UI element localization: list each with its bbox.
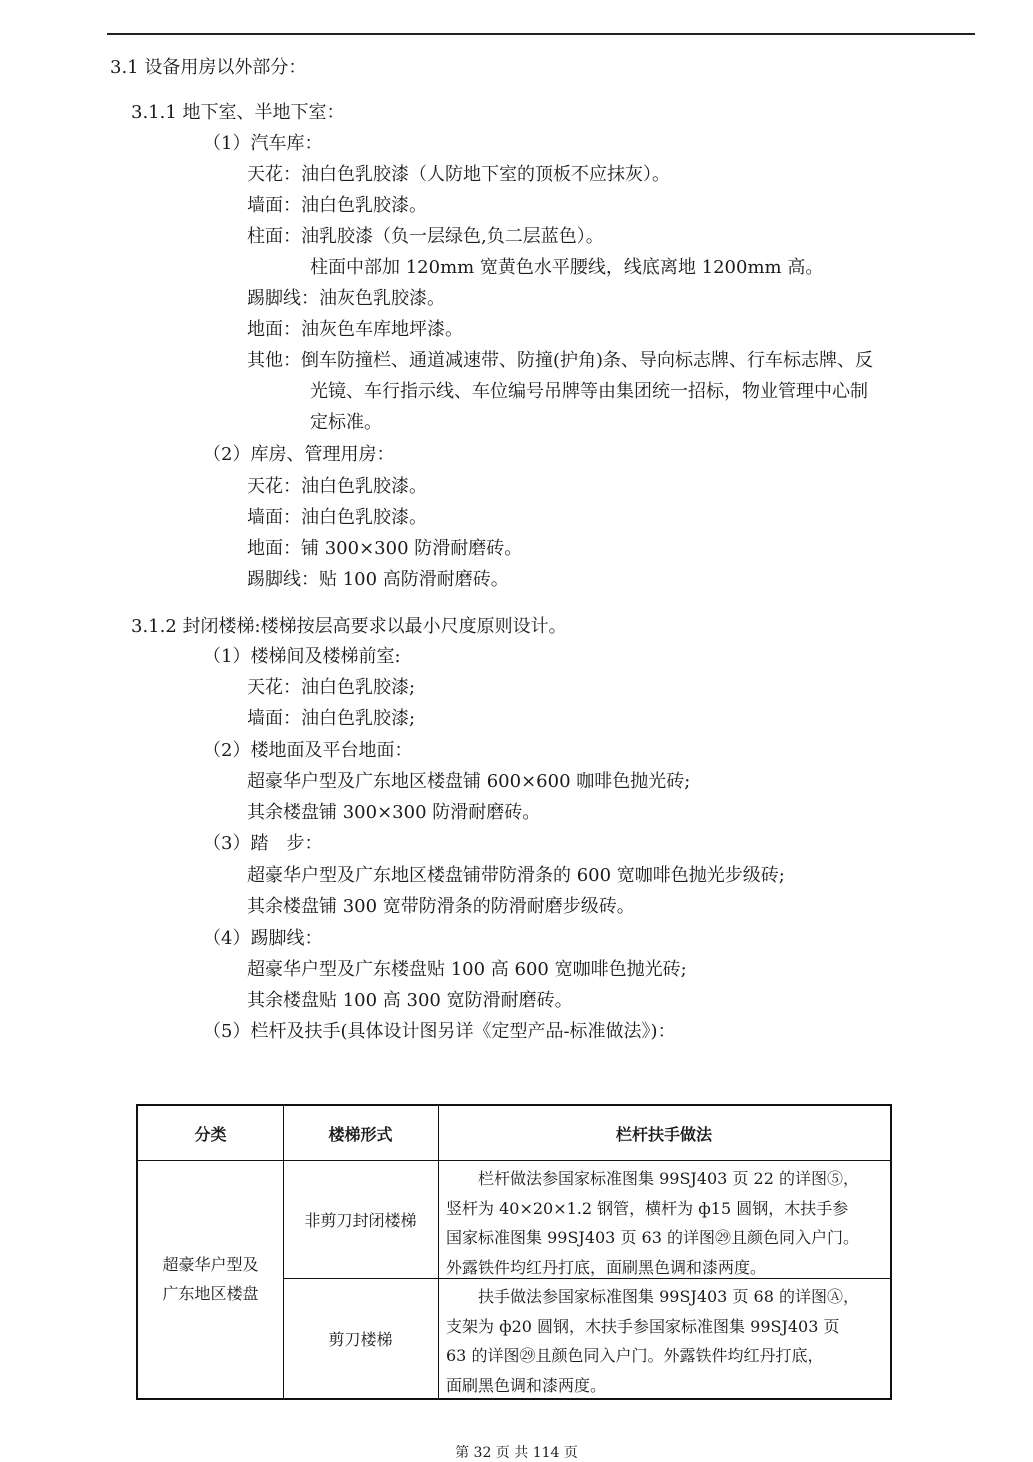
method-line: 栏杆做法参国家标准图集 99SJ403 页 22 的详图⑤， xyxy=(446,1169,859,1188)
table-cell-category xyxy=(138,1160,283,1398)
table-cell-method xyxy=(438,1164,890,1278)
method-line: 国家标准图集 99SJ403 页 63 的详图㉙且颜色同入户门。 xyxy=(446,1228,859,1247)
text-line: 光镜、车行指示线、车位编号吊牌等由集团统一招标，物业管理中心制 xyxy=(310,381,868,402)
text-line: 超豪华户型及广东地区楼盘铺 600×600 咖啡色抛光砖; xyxy=(247,771,691,792)
table-cell-stair-type: 非剪刀封闭楼梯 xyxy=(304,1210,417,1230)
text-line: 其他：倒车防撞栏、通道减速带、防撞(护角)条、导向标志牌、行车标志牌、反 xyxy=(247,350,874,371)
railing-table xyxy=(136,1104,892,1400)
text-line: 柱面中部加 120mm 宽黄色水平腰线，线底离地 1200mm 高。 xyxy=(310,257,824,278)
category-line: 超豪华户型及 xyxy=(162,1255,259,1274)
text-line: 柱面：油乳胶漆（负一层绿色,负二层蓝色）。 xyxy=(247,226,604,247)
text-line: 天花：油白色乳胶漆（人防地下室的顶板不应抹灰）。 xyxy=(247,164,670,185)
item-heading: （5）栏杆及扶手(具体设计图另详《定型产品-标准做法》)： xyxy=(203,1021,676,1042)
item-heading: （4）踢脚线： xyxy=(203,928,323,949)
text-line: 其余楼盘铺 300 宽带防滑条的防滑耐磨步级砖。 xyxy=(247,896,635,917)
text-line: 地面：油灰色车库地坪漆。 xyxy=(247,319,463,340)
text-line: 墙面：油白色乳胶漆; xyxy=(247,708,416,729)
category-line: 广东地区楼盘 xyxy=(162,1284,259,1303)
method-line: 竖杆为 40×20×1.2 钢管，横杆为 ф15 圆钢，木扶手参 xyxy=(446,1198,849,1218)
table-cell-stair-type: 剪刀楼梯 xyxy=(328,1329,393,1349)
item-heading: （3）踏 步： xyxy=(203,833,323,854)
header-rule xyxy=(107,33,975,35)
text-line: 超豪华户型及广东地区楼盘铺带防滑条的 600 宽咖啡色抛光步级砖; xyxy=(247,865,785,886)
table-header-stair-type: 楼梯形式 xyxy=(328,1124,393,1144)
item-heading: （2）库房、管理用房： xyxy=(203,444,395,465)
method-line: 63 的详图㉙且颜色同入户门。外露铁件均红丹打底， xyxy=(446,1346,824,1365)
text-line: 其余楼盘贴 100 高 300 宽防滑耐磨砖。 xyxy=(247,990,573,1011)
text-line: 墙面：油白色乳胶漆。 xyxy=(247,195,427,216)
item-heading: （1）楼梯间及楼梯前室: xyxy=(203,646,401,667)
text-line: 天花：油白色乳胶漆; xyxy=(247,677,416,698)
text-line: 天花：油白色乳胶漆。 xyxy=(247,476,427,497)
text-line: 地面：铺 300×300 防滑耐磨砖。 xyxy=(247,538,523,559)
text-line: 踢脚线：贴 100 高防滑耐磨砖。 xyxy=(247,569,509,590)
method-line: 扶手做法参国家标准图集 99SJ403 页 68 的详图Ⓐ， xyxy=(446,1287,859,1306)
table-header-method: 栏杆扶手做法 xyxy=(615,1124,712,1144)
text-line: 超豪华户型及广东楼盘贴 100 高 600 宽咖啡色抛光砖; xyxy=(247,959,687,980)
text-line: 踢脚线：油灰色乳胶漆。 xyxy=(247,288,445,309)
method-line: 外露铁件均红丹打底，面刷黑色调和漆两度。 xyxy=(446,1257,767,1277)
item-heading: （2）楼地面及平台地面： xyxy=(203,740,413,761)
method-line: 支架为 ф20 圆钢，木扶手参国家标准图集 99SJ403 页 xyxy=(446,1316,840,1336)
subsection-heading: 3.1.1 地下室、半地下室： xyxy=(131,102,345,123)
subsection-heading: 3.1.2 封闭楼梯:楼梯按层高要求以最小尺度原则设计。 xyxy=(131,616,567,637)
text-line: 定标准。 xyxy=(310,412,382,433)
section-heading: 3.1 设备用房以外部分： xyxy=(110,57,307,78)
text-line: 其余楼盘铺 300×300 防滑耐磨砖。 xyxy=(247,802,541,823)
page-number: 第 32 页 共 114 页 xyxy=(455,1445,578,1461)
table-header-category: 分类 xyxy=(194,1124,227,1144)
table-cell-method xyxy=(438,1282,890,1398)
method-line: 面刷黑色调和漆两度。 xyxy=(446,1375,607,1395)
item-heading: （1）汽车库： xyxy=(203,133,323,154)
text-line: 墙面：油白色乳胶漆。 xyxy=(247,507,427,528)
